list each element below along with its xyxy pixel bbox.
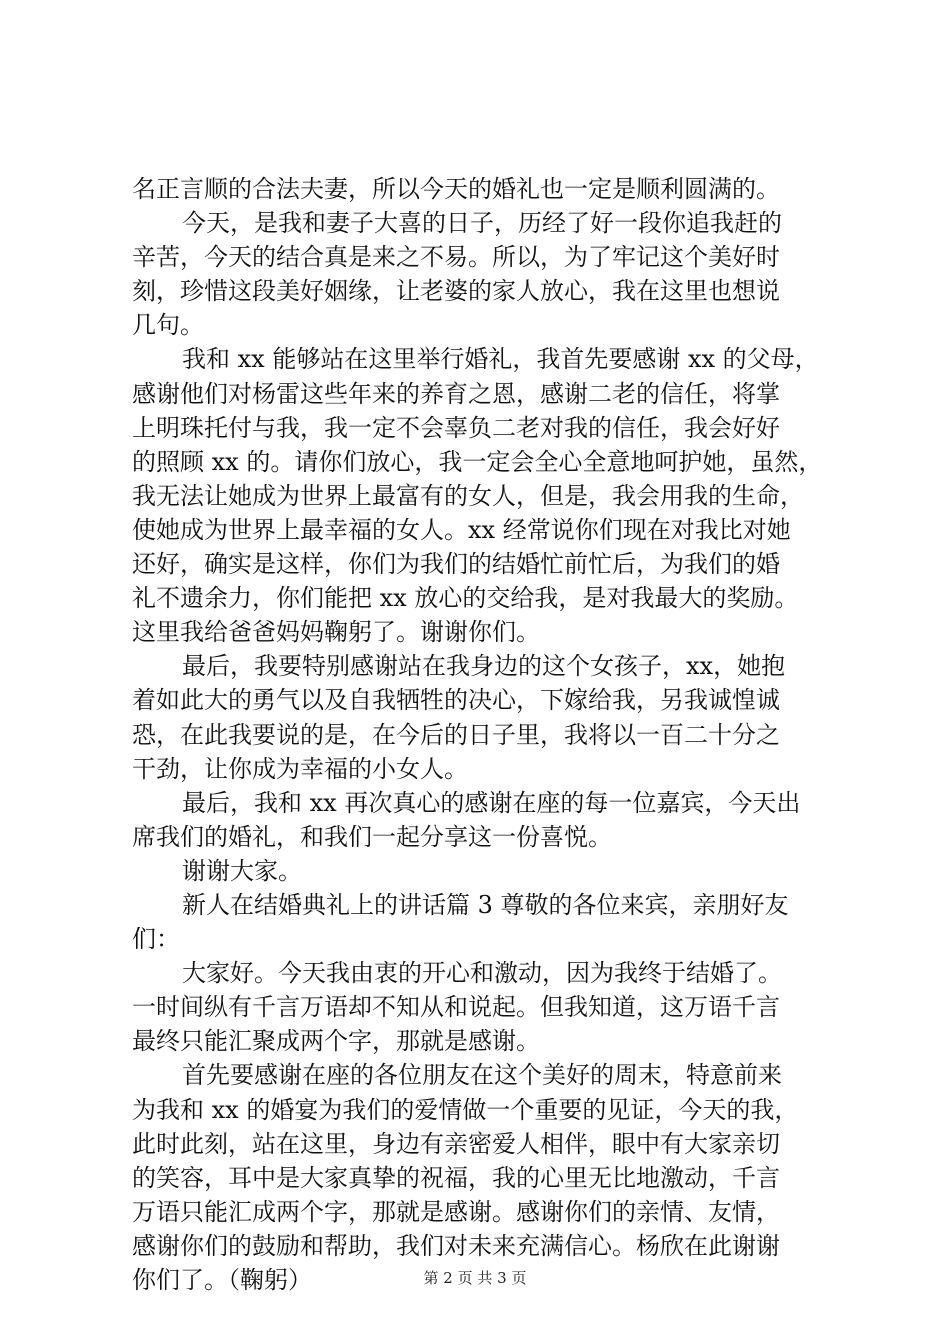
text-line: 感谢你们的鼓励和帮助，我们对未来充满信心。杨欣在此谢谢	[132, 1231, 780, 1260]
body-text	[132, 172, 832, 1297]
text-line: 刻，珍惜这段美好姻缘，让老婆的家人放心，我在这里也想说	[132, 277, 780, 306]
text-line: 使她成为世界上最幸福的女人。xx 经常说你们现在对我比对她	[132, 515, 791, 544]
text-line: 的照顾 xx 的。请你们放心，我一定会全心全意地呵护她，虽然，	[132, 447, 823, 476]
text-line: 我和 xx 能够站在这里举行婚礼，我首先要感谢 xx 的父母，	[182, 345, 819, 374]
text-line: 干劲，让你成为幸福的小女人。	[132, 754, 468, 783]
text-line: 辛苦，今天的结合真是来之不易。所以，为了牢记这个美好时	[132, 243, 780, 272]
text-line: 最后，我要特别感谢站在我身边的这个女孩子，xx，她抱	[182, 652, 786, 681]
text-line: 首先要感谢在座的各位朋友在这个美好的周末，特意前来	[182, 1061, 782, 1090]
text-line: 的笑容，耳中是大家真挚的祝福，我的心里无比地激动，千言	[132, 1163, 780, 1192]
text-line: 着如此大的勇气以及自我牺牲的决心，下嫁给我，另我诚惶诚	[132, 686, 780, 715]
text-line: 今天，是我和妻子大喜的日子，历经了好一段你追我赶的	[182, 209, 782, 238]
text-line: 上明珠托付与我，我一定不会辜负二老对我的信任，我会好好	[132, 413, 780, 442]
text-line: 几句。	[132, 311, 204, 340]
text-line: 恐，在此我要说的是，在今后的日子里，我将以一百二十分之	[132, 720, 780, 749]
text-line: 感谢他们对杨雷这些年来的养育之恩，感谢二老的信任，将掌	[132, 379, 780, 408]
text-line: 新人在结婚典礼上的讲话篇 3 尊敬的各位来宾，亲朋好友	[182, 890, 789, 919]
text-line: 为我和 xx 的婚宴为我们的爱情做一个重要的见证，今天的我，	[132, 1095, 799, 1124]
text-line: 此时此刻，站在这里，身边有亲密爱人相伴，眼中有大家亲切	[132, 1129, 780, 1158]
text-line: 万语只能汇成两个字，那就是感谢。感谢你们的亲情、友情，	[132, 1197, 780, 1226]
text-line: 最终只能汇聚成两个字，那就是感谢。	[132, 1027, 540, 1056]
text-line: 名正言顺的合法夫妻，所以今天的婚礼也一定是顺利圆满的。	[132, 175, 780, 203]
text-line: 大家好。今天我由衷的开心和激动，因为我终于结婚了。	[182, 959, 782, 988]
text-line: 席我们的婚礼，和我们一起分享这一份喜悦。	[132, 822, 612, 851]
text-line: 我无法让她成为世界上最富有的女人，但是，我会用我的生命，	[132, 481, 804, 510]
page-number-label: 第 2 页 共 3 页	[423, 1269, 527, 1287]
text-line: 最后，我和 xx 再次真心的感谢在座的每一位嘉宾，今天出	[182, 788, 801, 817]
text-line: 们：	[132, 925, 180, 954]
text-line: 礼不遗余力，你们能把 xx 放心的交给我，是对我最大的奖励。	[132, 584, 799, 613]
text-line: 还好，确实是这样，你们为我们的结婚忙前忙后，为我们的婚	[132, 550, 780, 579]
text-line: 一时间纵有千言万语却不知从和说起。但我知道，这万语千言	[132, 993, 780, 1022]
text-line: 谢谢大家。	[182, 856, 302, 885]
text-line: 这里我给爸爸妈妈鞠躬了。谢谢你们。	[132, 618, 540, 647]
text-line: 你们了。（鞠躬）	[132, 1266, 312, 1294]
page-footer	[0, 1268, 950, 1288]
